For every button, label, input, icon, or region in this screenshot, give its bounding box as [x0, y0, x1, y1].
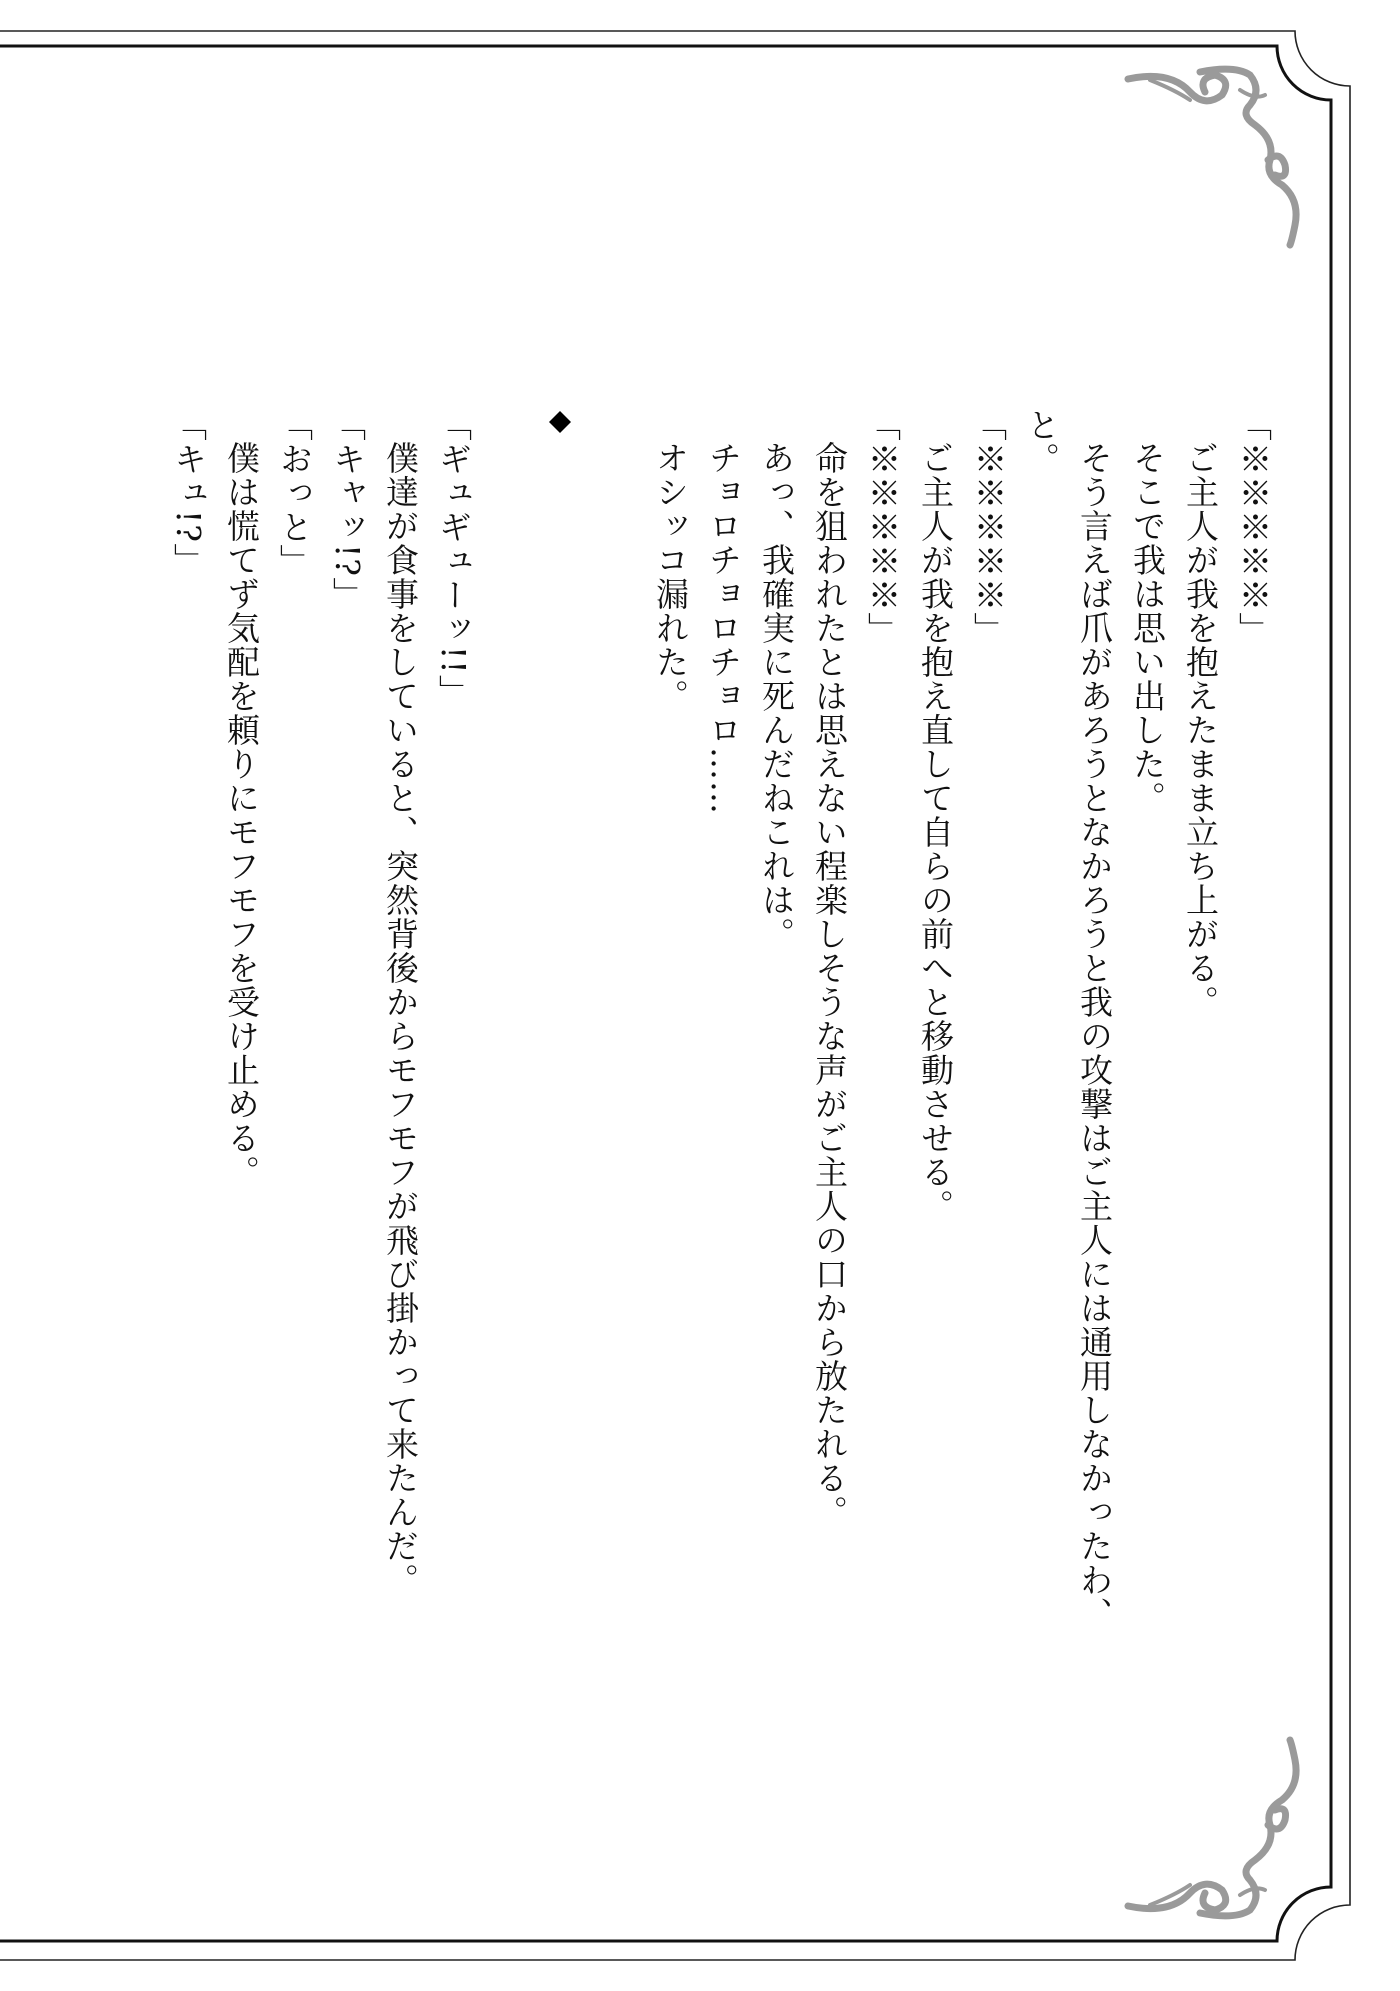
narrative-line: オシッコ漏れた。: [651, 441, 690, 713]
corner-ornament-bottom-right-icon: [1128, 1740, 1296, 1916]
dialogue-line: 「※※※※※」: [863, 408, 902, 646]
narrative-line: あっ、我確実に死んだねこれは。: [757, 441, 796, 951]
narrative-line: そこで我は思い出した。: [1128, 441, 1167, 815]
narrative-line: と。: [1022, 408, 1061, 476]
outer-border-line: [0, 31, 1350, 1960]
narrative-line: ご主人が我を抱えたまま立ち上がる。: [1181, 441, 1220, 1019]
narrative-line: 僕は慌てず気配を頼りにモフモフを受け止める。: [222, 441, 261, 1189]
dialogue-line: 「キャッ!?」: [328, 408, 367, 611]
dialogue-line: 「※※※※※」: [969, 408, 1008, 646]
dialogue-line: 「おっと」: [275, 408, 314, 578]
narrative-line: チョロチョロチョロ……: [704, 441, 743, 815]
dialogue-line: 「ギュギューッ!!」: [434, 408, 473, 709]
narrative-line: そう言えば爪があろうとなかろうと我の攻撃はご主人には通用しなかったわ、: [1075, 441, 1114, 1631]
dialogue-line: 「※※※※※」: [1234, 408, 1273, 646]
corner-ornament-top-right-icon: [1128, 69, 1296, 245]
narrative-line: ご主人が我を抱え直して自らの前へと移動させる。: [916, 441, 955, 1223]
inner-border-line: [0, 46, 1331, 1941]
dialogue-line: 「キュ!?」: [169, 408, 208, 577]
narrative-line: 命を狙われたとは思えない程楽しそうな声がご主人の口から放たれる。: [810, 441, 849, 1529]
narrative-line: 僕達が食事をしていると、突然背後からモフモフが飛び掛かって来たんだ。: [381, 441, 420, 1597]
section-break-diamond-icon: [548, 410, 572, 434]
